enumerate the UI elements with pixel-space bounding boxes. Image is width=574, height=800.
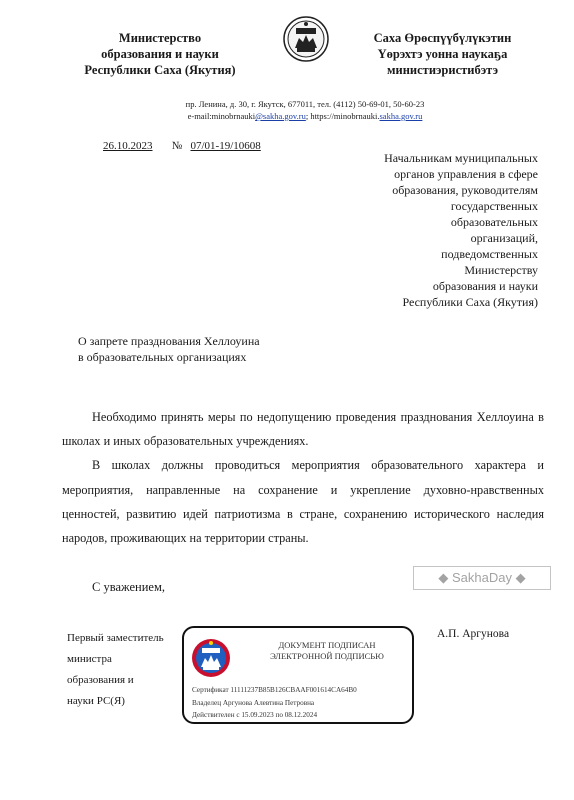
stamp-certificate: Сертификат 11111237B85B126CBAAF001614CA64B0 xyxy=(192,686,357,694)
ministry-name-sakha-line: Үөрэхтэ уонна наукаҕа xyxy=(377,47,508,61)
ministry-name-ru xyxy=(60,30,260,78)
electronic-signature-stamp xyxy=(182,626,414,724)
addressee-line: Республики Саха (Якутия) xyxy=(402,295,538,309)
site-prefix: ; https://minobrnauki. xyxy=(305,111,380,121)
document-date: 26.10.2023 xyxy=(103,140,153,152)
body-paragraph: В школах должны проводиться мероприятия образовательного характера и мероприятия, направленные на сохранение и укрепление духовно-нравственных ценностей, развитию идей патриотизма в стране, сохранению исторического наследия народов, проживающих на территории страны. xyxy=(62,458,544,546)
coat-of-arms-emblem xyxy=(283,14,329,64)
website-link[interactable]: sakha.gov.ru xyxy=(379,111,423,121)
stamp-owner: Владелец Аргунова Алевтина Петровна xyxy=(192,699,315,707)
addressee-line: органов управления в сфере xyxy=(394,167,538,181)
signer-title-line: министра xyxy=(67,653,112,665)
contact-block xyxy=(100,98,510,122)
ministry-name-sakha-line: министиэристибэтэ xyxy=(387,63,498,77)
sakhaday-watermark: ◆ SakhaDay ◆ xyxy=(413,566,551,590)
document-number-label: № xyxy=(171,140,183,152)
signer-title xyxy=(67,628,187,712)
ministry-name-ru-line: Республики Саха (Якутия) xyxy=(84,63,236,77)
letter-subject xyxy=(78,333,338,365)
addressee-line: организаций, xyxy=(470,231,538,245)
contact-online xyxy=(100,110,510,122)
ministry-name-ru-line: образования и науки xyxy=(101,47,219,61)
email-prefix: e-mail:minobrnauki xyxy=(187,111,256,121)
addressee-line: образования и науки xyxy=(432,279,538,293)
addressee-line: образовательных xyxy=(450,215,538,229)
stamp-title-line: ДОКУМЕНТ ПОДПИСАН xyxy=(278,640,376,650)
addressee-line: государственных xyxy=(450,199,538,213)
body-paragraph: Необходимо принять меры по недопущению проведения празднования Хеллоуина в школах и иных образовательных учреждениях. xyxy=(62,410,544,449)
ministry-name-sakha-line: Саха Өрөспүүбүлүкэтин xyxy=(373,31,512,45)
stamp-emblem-icon xyxy=(191,636,231,682)
subject-line: в образовательных организациях xyxy=(78,350,247,364)
stamp-validity: Действителен с 15.09.2023 по 08.12.2024 xyxy=(192,711,318,719)
document-number: 07/01-19/10608 xyxy=(190,140,261,152)
signer-name: А.П. Аргунова xyxy=(437,628,510,640)
addressee-block xyxy=(340,150,538,310)
ministry-name-sakha xyxy=(340,30,545,78)
addressee-line: Министерству xyxy=(464,263,538,277)
addressee-line: Начальникам муниципальных xyxy=(384,151,538,165)
addressee-line: образования, руководителям xyxy=(392,183,538,197)
ministry-name-ru-line: Министерство xyxy=(118,31,202,45)
closing-regards: С уважением, xyxy=(92,580,165,594)
letter-body xyxy=(62,405,544,550)
stamp-title xyxy=(252,640,402,662)
stamp-title-line: ЭЛЕКТРОННОЙ ПОДПИСЬЮ xyxy=(270,651,384,661)
subject-line: О запрете празднования Хеллоуина xyxy=(78,334,260,348)
contact-address: пр. Ленина, д. 30, г. Якутск, 677011, тел. (4112) 50-69-01, 50-60-23 xyxy=(185,99,425,109)
signer-title-line: науки РС(Я) xyxy=(67,695,125,707)
signer-title-line: Первый заместитель xyxy=(67,632,164,644)
email-link[interactable]: @sakha.gov.ru xyxy=(255,111,306,121)
addressee-line: подведомственных xyxy=(441,247,538,261)
document-date-number xyxy=(103,140,261,152)
signer-title-line: образования и xyxy=(67,674,134,686)
